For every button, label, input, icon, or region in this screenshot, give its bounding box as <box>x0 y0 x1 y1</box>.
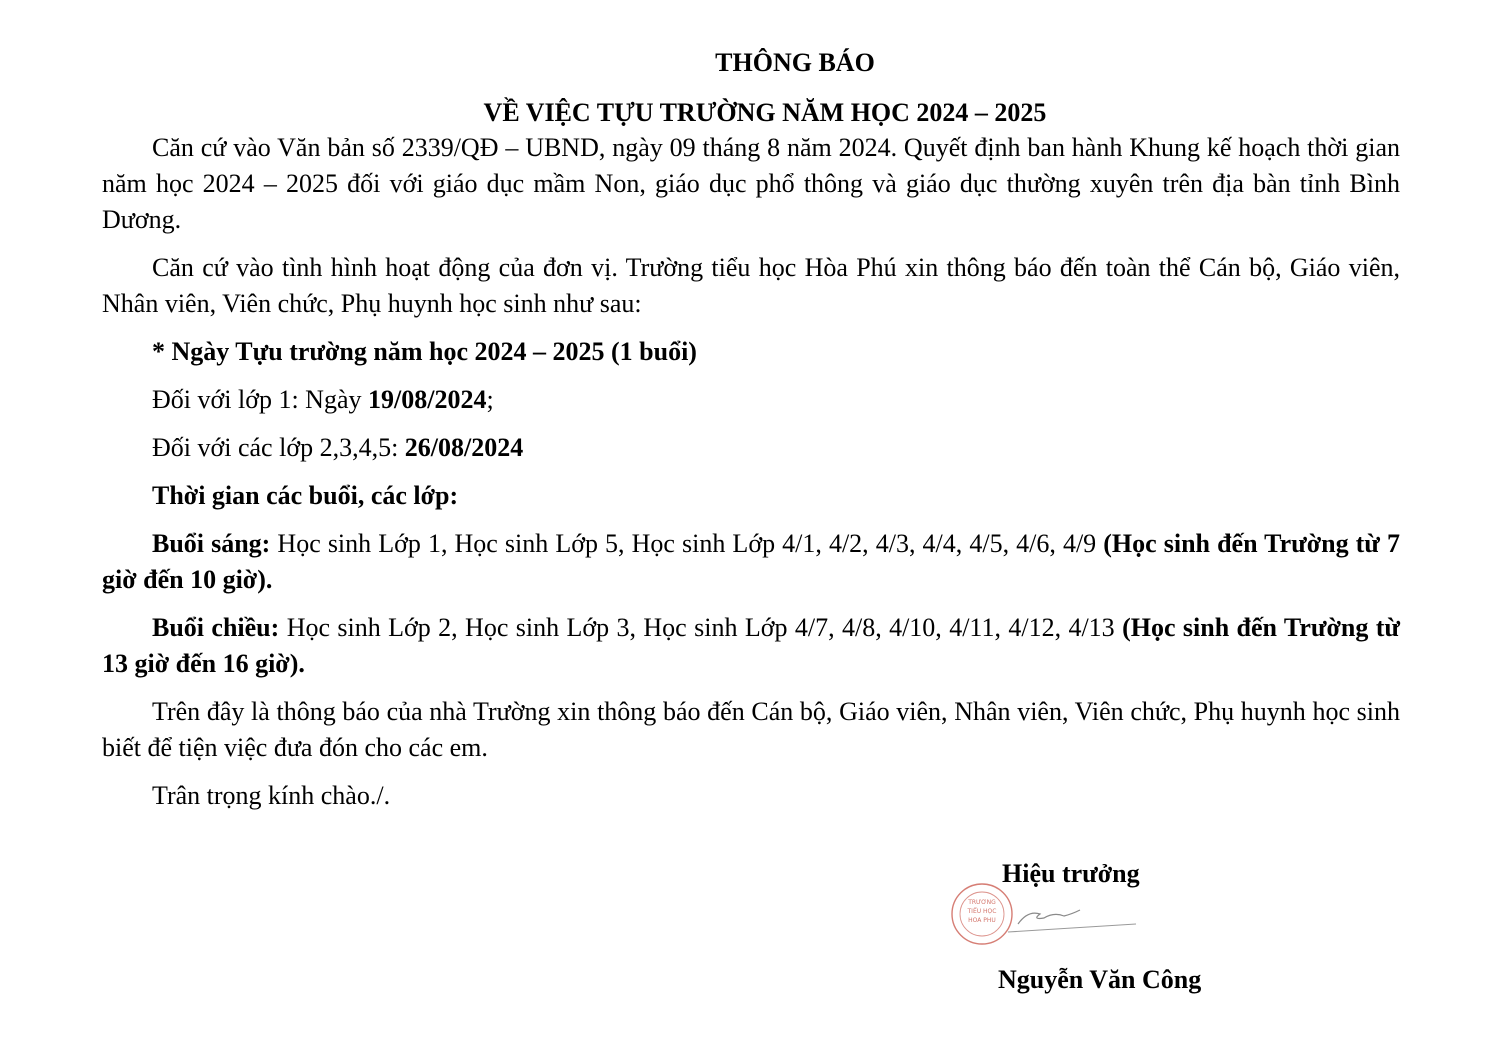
situation-paragraph: Căn cứ vào tình hình hoạt động của đơn vị. Trường tiểu học Hòa Phú xin thông báo đến toàn thể Cán bộ, Giáo viên, Nhân viên, Viên chức, Phụ huynh học sinh như sau: <box>102 253 1400 318</box>
closing-paragraph: Trên đây là thông báo của nhà Trường xin thông báo đến Cán bộ, Giáo viên, Nhân viên, Viên chức, Phụ huynh học sinh biết để tiện việc đưa đón cho các em. <box>102 697 1400 762</box>
grade1-line <box>102 382 1400 418</box>
regards-line: Trân trọng kính chào./. <box>152 781 391 810</box>
document-subtitle: VỀ VIỆC TỰU TRƯỜNG NĂM HỌC 2024 – 2025 <box>483 98 1047 127</box>
signer-name: Nguyễn Văn Công <box>998 965 1202 994</box>
notice-document <box>102 46 1400 814</box>
signer-role: Hiệu trưởng <box>1002 859 1140 888</box>
svg-text:HÒA PHÚ: HÒA PHÚ <box>968 917 996 924</box>
other-grades-label: Đối với các lớp 2,3,4,5: <box>152 433 405 462</box>
afternoon-time: (Học sinh đến Trường từ 13 giờ đến 16 giờ). <box>102 613 1400 678</box>
morning-time: (Học sinh đến Trường từ 7 giờ đến 10 giờ). <box>102 529 1400 594</box>
legal-basis-paragraph: Căn cứ vào Văn bản số 2339/QĐ – UBND, ngày 09 tháng 8 năm 2024. Quyết định ban hành Khung kế hoạch thời gian năm học 2024 – 2025 đối với giáo dục mầm Non, giáo dục phổ thông và giáo dục thường xuyên trên địa bàn tỉnh Bình Dương. <box>102 133 1400 234</box>
morning-session-paragraph <box>102 526 1400 598</box>
opening-day-heading: * Ngày Tựu trường năm học 2024 – 2025 (1 buổi) <box>152 337 697 366</box>
grade1-date: 19/08/2024 <box>368 385 487 414</box>
grade1-suffix: ; <box>486 385 494 414</box>
svg-text:TRƯỜNG: TRƯỜNG <box>968 899 996 906</box>
document-title: THÔNG BÁO <box>715 48 875 77</box>
afternoon-session-paragraph <box>102 610 1400 682</box>
morning-classes: Học sinh Lớp 1, Học sinh Lớp 5, Học sinh Lớp 4/1, 4/2, 4/3, 4/4, 4/5, 4/6, 4/9 <box>270 529 1104 558</box>
afternoon-label: Buổi chiều: <box>152 613 280 642</box>
signature-block <box>898 810 1202 997</box>
morning-label: Buổi sáng: <box>152 529 271 558</box>
schedule-heading: Thời gian các buổi, các lớp: <box>152 481 459 510</box>
other-grades-date: 26/08/2024 <box>404 433 524 462</box>
grade1-label: Đối với lớp 1: Ngày <box>152 385 368 414</box>
svg-text:TIỂU HỌC: TIỂU HỌC <box>967 908 997 915</box>
other-grades-line <box>102 430 1400 466</box>
afternoon-classes: Học sinh Lớp 2, Học sinh Lớp 3, Học sinh Lớp 4/7, 4/8, 4/10, 4/11, 4/12, 4/13 <box>279 613 1123 642</box>
